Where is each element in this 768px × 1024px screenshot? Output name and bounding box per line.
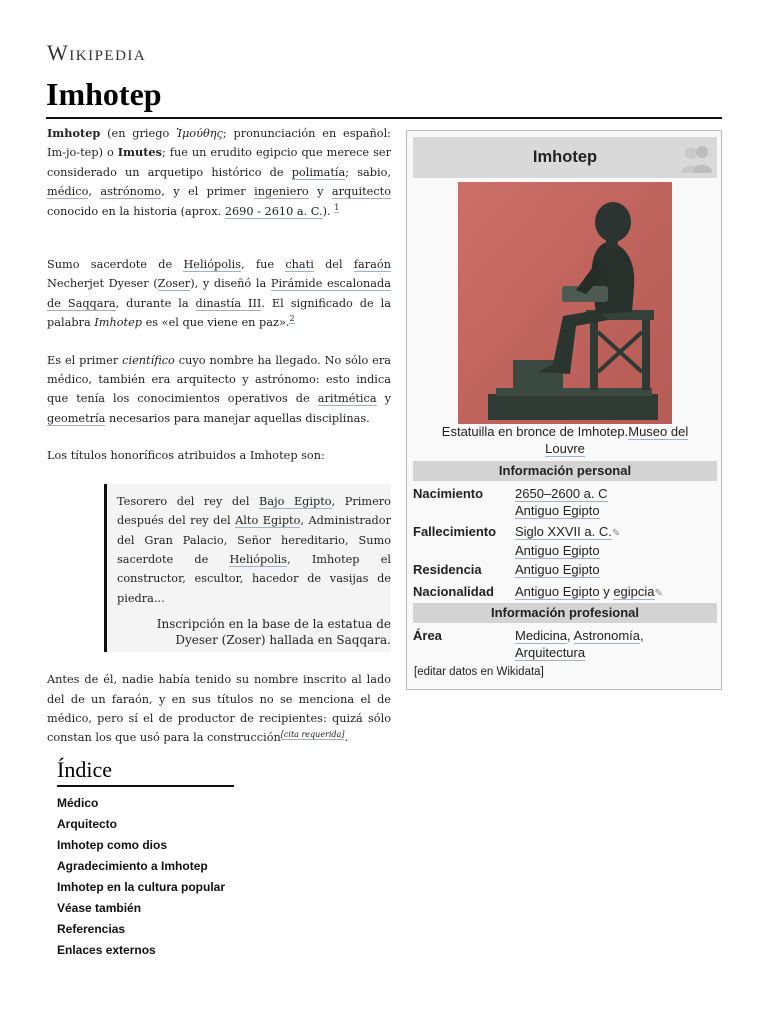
infobox-title: Imhotep [413,137,717,178]
link-birth-date[interactable]: 2650–2600 a. C [515,486,608,501]
toc-item-enlaces-externos[interactable]: Enlaces externos [57,943,156,957]
edit-pencil-icon[interactable]: ✎ [611,528,621,539]
link-ingeniero[interactable]: ingeniero [254,185,309,199]
honorific-titles-quote [104,484,391,652]
link-death-century[interactable]: Siglo XXVII a. C. [515,524,612,539]
subject-name: Imhotep [47,126,101,140]
link-nationality-1[interactable]: Antiguo Egipto [515,584,600,599]
wikipedia-logo[interactable]: Wikipedia [47,40,147,65]
table-of-contents [57,755,357,961]
link-medico[interactable]: médico [47,185,89,199]
link-piramide-saqqara[interactable]: Pirámide escalonada de Saqqara [47,277,391,310]
intro-paragraph-4: Los títulos honoríficos atribuidos a Imhotep son: [47,449,325,463]
link-polimatia[interactable]: polimatía [291,165,346,179]
link-chati[interactable]: chati [285,258,314,272]
link-geometria[interactable]: geometría [47,411,106,425]
toc-item-vease-tambien[interactable]: Véase también [57,901,142,915]
title-divider [46,117,722,119]
link-alto-egipto[interactable]: Alto Egipto [235,514,301,528]
link-astronomo[interactable]: astrónomo [100,185,162,199]
link-museo-louvre[interactable]: Museo del Louvre [545,424,689,456]
imhotep-statuette-image[interactable] [458,182,672,424]
link-heliopolis[interactable]: Heliópolis [183,258,242,272]
toc-item-medico[interactable]: Médico [57,796,99,810]
page-title: Imhotep [46,76,162,112]
link-bajo-egipto[interactable]: Bajo Egipto [259,494,332,508]
link-birth-place[interactable]: Antiguo Egipto [515,503,600,518]
alt-name: Imutes [117,145,162,160]
link-astronomia[interactable]: Astronomía [573,628,641,643]
section-professional-info: Información profesional [413,603,717,623]
link-arquitecto[interactable]: arquitecto [331,185,391,199]
toc-item-imhotep-como-dios[interactable]: Imhotep como dios [57,838,168,852]
reference-1[interactable]: 1 [334,202,340,212]
link-faraon[interactable]: faraón [353,258,391,272]
link-residence[interactable]: Antiguo Egipto [515,562,600,577]
link-medicina[interactable]: Medicina [515,628,568,643]
toc-divider [57,785,234,787]
article-body [47,124,391,766]
link-nationality-2[interactable]: egipcia [613,584,655,599]
intro-paragraph-2: Sumo sacerdote de Heliópolis, fue chati del faraón Necherjet Dyeser (Zoser), y diseñó la Pirámide escalonada de Saqqara, durante la dinastía III. El significado de la palabra Imhotep es «el que viene en paz».$^2$ [47,258,391,330]
quote-text: Tesorero del rey del Bajo Egipto, Primero después del rey del Alto Egipto, Administrador del Gran Palacio, Señor hereditario, Sumo sacerdote de Heliópolis, Imhotep el constructor, escultor, hacedor de vasijas de piedra... [117,494,391,605]
toc-item-arquitecto[interactable]: Arquitecto [57,817,117,831]
reference-2[interactable]: 2 [289,314,295,324]
toc-item-referencias[interactable]: Referencias [57,922,126,936]
edit-pencil-icon[interactable]: ✎ [654,588,663,599]
toc-item-agradecimiento[interactable]: Agradecimiento a Imhotep [57,859,208,873]
paragraph-before-him: Antes de él, nadie había tenido su nombre inscrito al lado del de un faraón, y en sus títulos no se menciona el de médico, pero sí el de productor de recipientes: quizá sólo constan los que usó para la construcción[cita requerida]. [47,673,391,745]
link-date-range[interactable]: 2690 - 2610 a. C. [224,204,323,218]
link-zoser[interactable]: Zoser [157,277,191,291]
greek-name: Ἰμούθης [176,127,223,140]
intro-paragraph-3: Es el primer científico cuyo nombre ha llegado. No sólo era médico, también era arquitecto y astrónomo: esto indica que tenía los conocimientos operativos de aritmética y geometría necesarios para manejar aquellas disciplinas. [47,353,391,425]
image-caption: Estatuilla en bronce de Imhotep.Museo del Louvre [441,424,689,456]
toc-title: Índice [57,757,112,782]
intro-paragraph-1: Imhotep (en griego Ἰμούθης; pronunciación en español: Im-jo-tep) o Imutes; fue un erudito egipcio que merece ser considerado un arquetipo histórico de polimatía; sabio, médico, astrónomo, y el primer ingeniero y arquitecto conocido en la historia (aprox. 2690 - 2610 a. C.). $^1$ [47,126,391,218]
link-death-place[interactable]: Antiguo Egipto [515,543,600,558]
link-dinastia-iii[interactable]: dinastía III [195,296,262,310]
citation-needed[interactable]: [cita requerida] [280,729,345,739]
link-aritmetica[interactable]: aritmética [317,392,377,406]
person-silhouette-icon [679,141,713,175]
toc-item-cultura-popular[interactable]: Imhotep en la cultura popular [57,880,226,894]
quote-attribution: Inscripción en la base de la estatua de Dyeser (Zoser) hallada en Saqqara. [156,617,391,648]
link-arquitectura[interactable]: Arquitectura [515,645,586,660]
edit-wikidata-link[interactable]: [editar datos en Wikidata] [414,666,544,678]
infobox: Imhotep Estatuilla en bronce de Imhotep.Museo del Louvre Información personal Nacimiento 2650–2600 a. C Antiguo Egipto Fallecimiento Siglo XXVII a. C.✎ Antiguo Egipto Residencia Antiguo Egipto Nacionalidad Antiguo Egipto y egipcia✎ Información profesional Área Medicina, Astronomía, Arquitectura [editar datos en Wikidata] [406,130,722,690]
section-personal-info: Información personal [413,461,717,481]
link-heliopolis-quote[interactable]: Heliópolis [229,552,288,566]
